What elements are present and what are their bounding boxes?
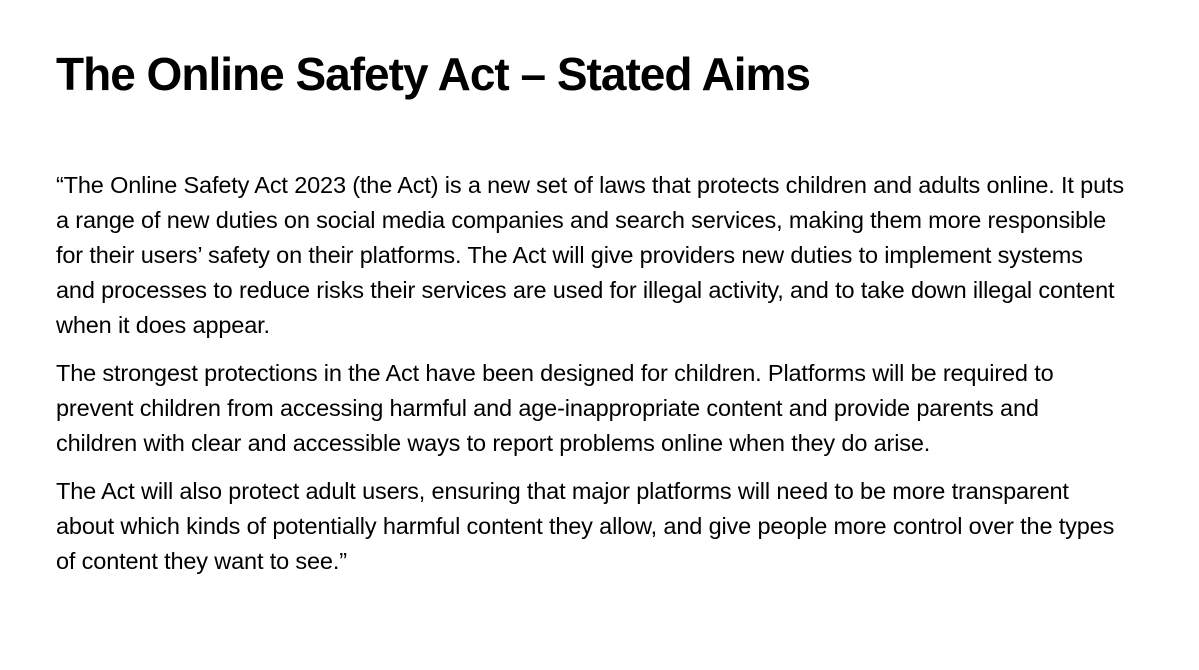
slide-body: [56, 168, 1126, 592]
paragraph-act-overview: “The Online Safety Act 2023 (the Act) is a new set of laws that protects children and adults online. It puts a range of new duties on social media companies and search services, making them more responsible for their users’ safety on their platforms. The Act will give providers new duties to implement systems and processes to reduce risks their services are used for illegal activity, and to take down illegal content when it does appear.: [56, 172, 1125, 338]
slide-title: The Online Safety Act – Stated Aims: [56, 48, 811, 100]
paragraph-child-protections: The strongest protections in the Act have been designed for children. Platforms will be required to prevent children from accessing harmful and age-inappropriate content and provide parents and children with clear and accessible ways to report problems online when they do arise.: [56, 360, 1054, 456]
paragraph-adult-protections: The Act will also protect adult users, ensuring that major platforms will need to be more transparent about which kinds of potentially harmful content they allow, and give people more control over the types of content they want to see.”: [56, 478, 1115, 574]
